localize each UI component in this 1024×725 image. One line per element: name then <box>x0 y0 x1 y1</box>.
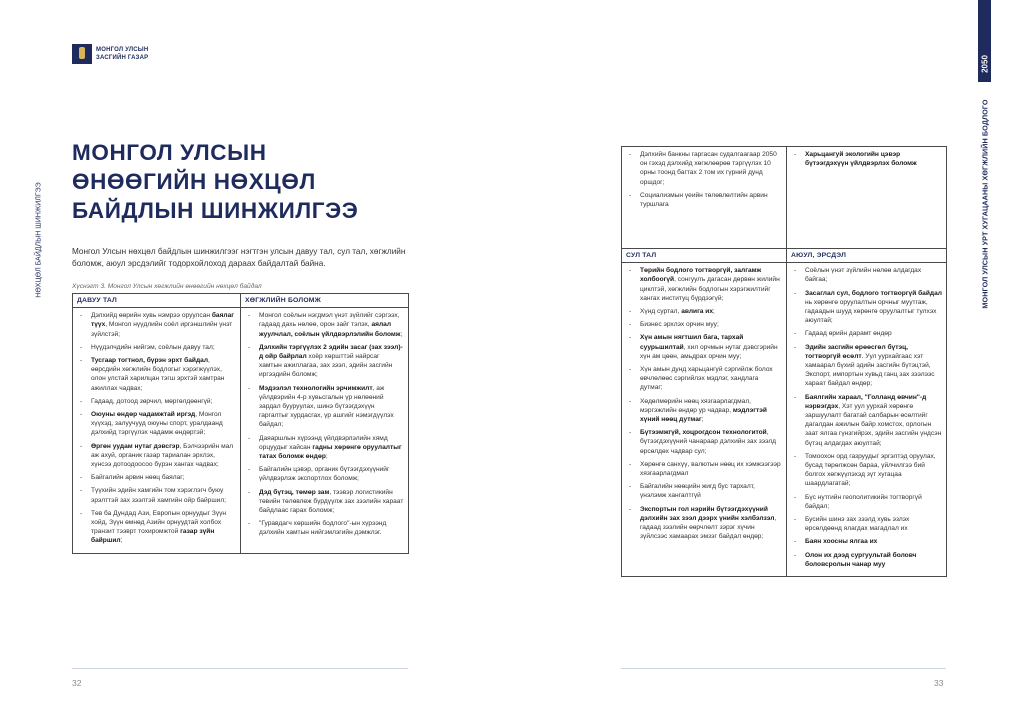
bullet-item <box>626 333 782 361</box>
bullet-text: , сонгуулъ дагасан дөрвөн жилийн циклтэй, хөгжлийн бодлогын хэрэгжилтийг хангах институц бүрдээгүй; <box>640 276 780 302</box>
bullet-text: Бизнес эрхлэх орчин муу; <box>640 321 719 329</box>
bullet-item <box>791 551 942 569</box>
opportunities-cell <box>241 308 409 553</box>
bullet-item <box>626 505 782 542</box>
bullet-item <box>245 384 404 430</box>
bullet-item <box>77 397 236 406</box>
bullet-text: Хөрөнгө санхүү, валютын нөөц их хэмжээгээр хязгаарлагдмал <box>640 460 781 478</box>
bullet-text: Монгол соёлын нэгдмэл үнэт зүйлийг сэргээх, гадаад дахь нөлөө, орон зайг тэлэх, <box>259 312 400 329</box>
band-title: МОНГОЛ УЛСЫН УРТ ХУГАЦААНЫ ХӨГЖЛИЙН БОДЛОГО <box>980 99 989 309</box>
soyombo-emblem-icon <box>72 44 92 64</box>
bullet-item <box>791 537 942 546</box>
bullet-bold-text: авлига их <box>681 308 714 316</box>
bullet-text: Гадаад өрийн дарамт өндөр <box>805 330 892 338</box>
logo-line1: МОНГОЛ УЛСЫН <box>96 47 149 53</box>
strengths-cell <box>73 308 241 553</box>
bullet-text: , хил орчмын нутаг дэвсгэрийн хүн ам цөөн, амьдрах орчин муу; <box>640 343 778 360</box>
footer-rule-right <box>621 668 946 669</box>
strengths-header: ДАВУУ ТАЛ <box>73 294 241 308</box>
bullet-text: Хөдөлмөрийн нөөц хязгаарлагдмал, мэргэжлийн өндөр ур чадвар, <box>640 397 751 414</box>
bullet-bold-text: Дэлхийн тэргүүлэх 2 эдийн засаг (зах зээл)-д ойр байрлал <box>259 343 403 361</box>
bullet-text: Бүс нутгийн геополитикийн тогтворгүй байдал; <box>805 493 922 510</box>
bullet-item <box>626 320 782 329</box>
weaknesses-cont-cell <box>622 147 787 249</box>
bullet-text: Бусийн шинэ зах зээлд хувь эзлэх өрсөлдөөнд ялагдах магадлал их <box>805 516 910 533</box>
opportunities-header: ХӨГЖЛИЙН БОЛОМЖ <box>241 294 409 308</box>
bullet-text: , Бэлчээрийн мал аж ахуй, органик газар тариалан эрхлэх, хүнсээ дотоодоосоо бүрэн хангах чадвах; <box>91 442 234 469</box>
bullet-item <box>245 519 404 537</box>
bullet-bold-text: Олон их дээд сургуультай боловч боловсролын чанар муу <box>805 551 917 568</box>
bullet-text: ; <box>400 330 403 338</box>
bullet-bold-text: Оюуны өндөр чадамжтай иргэд <box>91 411 196 419</box>
bullet-text: Томоохон орд газруудыг эргэлтэд оруулах, бусад төрөлжсөн бараа, үйлчилгээ бий болгох хөгжүүлэхэд зүт хугацаа шаардлагатай; <box>805 452 936 488</box>
bullet-item <box>791 393 942 448</box>
title-line: БАЙДЛЫН ШИНЖИЛГЭЭ <box>72 198 359 223</box>
bullet-text: , Монгол хүүхэд, залуучууд оюуны спорт, уралдаанд дэлхийд тэргүүлэх чадамж өндөртэй; <box>91 411 223 437</box>
bullet-text: Социализмын үеийн төлөвлөлтийн арвин туршлага <box>640 191 768 209</box>
bullet-item <box>791 329 942 338</box>
bullet-text: , гадаад зээлийн өөрчлөлт зэрэг хүчин зүйлсээс хамаарах эмзэг байдал өндөр; <box>640 514 777 541</box>
bullet-text: . Уул уурхайгаас хэт хамаарал бүхий эдийн засгийн бүтэцтэй, Экспорт, импортын хувьд ганц зах зээлээс хараат байдал өндөр; <box>805 352 935 388</box>
bullet-text: , Монгол нүүдлийн соёл иргэншлийн үнэт зүйлстэй; <box>91 321 233 338</box>
bullet-item <box>791 266 942 284</box>
government-logo <box>72 44 172 66</box>
bullet-bold-text: Мэдээлэл технологийн эрчимжилт <box>259 384 373 392</box>
bullet-text: "Гуравдагч хөршийн бодлого"-ын хүрээнд дэлхийн хамтын нийгэмлэгийн дэмжлэг. <box>259 520 387 537</box>
policy-band <box>978 82 991 327</box>
bullet-bold-text: аялал жуулчлал, соёлын үйлдвэрлэлийн боломж <box>259 321 401 338</box>
page-number-left: 32 <box>72 678 82 688</box>
bullet-item <box>791 150 942 168</box>
bullet-item <box>626 150 782 187</box>
weaknesses-header: СУЛ ТАЛ <box>622 249 787 263</box>
bullet-item <box>791 343 942 389</box>
bullet-item <box>626 266 782 303</box>
year-band <box>978 0 991 82</box>
weaknesses-cont-list <box>626 150 782 209</box>
bullet-item <box>626 397 782 425</box>
bullet-item <box>77 473 236 482</box>
threats-list <box>791 266 942 569</box>
bullet-bold-text: Бүтээмжгүй, хоцрогдсон технологитой <box>640 429 767 437</box>
bullet-item <box>791 289 942 326</box>
strengths-list <box>77 311 236 545</box>
bullet-item <box>626 482 782 500</box>
bullet-text: хоёр хөршттэй найрсаг хамтын ажиллагаа, зах зээл, эдийн засгийн иргээдийн боломж; <box>259 353 393 379</box>
bullet-text: Дэлхийд өөрийн хувь нэмрээ оруулсан <box>91 312 212 320</box>
bullet-item <box>626 460 782 478</box>
swot-table-left <box>72 293 409 554</box>
bullet-item <box>626 428 782 456</box>
page-title <box>72 138 432 225</box>
bullet-item <box>77 356 236 393</box>
bullet-item <box>77 343 236 352</box>
bullet-bold-text: Тусгаар тогтнол, бүрэн эрхт байдал <box>91 357 209 365</box>
bullet-item <box>626 365 782 393</box>
bullet-text: Байгалийн цэвэр, органик бүтээгдэхүүнийг үйлдвэрлэж экспортлох боломж; <box>259 466 390 483</box>
bullet-item <box>77 410 236 438</box>
bullet-text: нь хөрөнгө оруулалтын орчныг муутгаж, гадаадын шууд хөрөнгө оруулалтыг тулхэх аюултай; <box>805 298 937 325</box>
bullet-bold-text: Төрийн бодлого тогтворгүй, залгамж холбоогүй <box>640 267 762 284</box>
threats-cont-list <box>791 150 942 168</box>
swot-table-right <box>621 248 947 577</box>
bullet-item <box>245 343 404 380</box>
bullet-bold-text: Экспортын гол нэрийн бүтээгдэхүүний дэлхийн зах зээл дээрх үнийн хэлбэлзэл <box>640 505 775 522</box>
opportunities-list <box>245 311 404 537</box>
section-vertical-label <box>33 170 45 310</box>
bullet-bold-text: газар зүйн байршил <box>91 528 215 545</box>
bullet-text: Даяаршлын хүрээнд үйлдвэрлэлийн хямд орцуудыг хайсан <box>259 434 388 451</box>
threats-header: АЮУЛ, ЭРСДЭЛ <box>787 249 947 263</box>
bullet-text: Нүүдэлчдийн нийгэм, соёлын давуу тал; <box>91 343 215 351</box>
bullet-text: Байгалийн арвин нөөц баялаг; <box>91 474 185 482</box>
bullet-bold-text: Эдийн засгийн өрөөсгөл бүтэц, тогтворгүй өсөлт <box>805 343 908 360</box>
section-vertical-text: НӨХЦӨЛ БАЙДЛЫН ШИНЖИЛГЭЭ <box>35 182 43 298</box>
bullet-text: Төв ба Дундад Ази, Европын орнуудыг Зүүн хойд, Зүүн өмнөд Азийн орнуудтай холбох транзит тээврт тохиромжтой <box>91 509 227 536</box>
bullet-item <box>245 488 404 516</box>
bullet-text: Гадаад, дотоод зөрчил, мөргөлдөөнгүй; <box>91 397 213 405</box>
bullet-text: , аж үйлдвэрийн 4-р хувьсгалын үр нөлөөний зардал бууруулах, шинэ бүтээгдэхүүн гаргалтыг хурдасгах, үр ашгийг нэмэгдүүлэх байдал; <box>259 384 394 429</box>
bullet-bold-text: Өргөн уудам нутаг дэвсгэр <box>91 442 180 450</box>
bullet-text: Соёлын үнэт зүйлийн нөлөө алдагдах байгаа; <box>805 267 922 284</box>
bullet-text: Дэлхийн банкны гаргасан судалгаагаар 2050 он гэхэд дэлхийд хөгжлөөрөө тэргүүлэх 10 орны тоонд багтах 2 том их гүрний дунд оршдог; <box>640 151 777 186</box>
bullet-item <box>245 434 404 462</box>
bullet-item <box>626 307 782 316</box>
bullet-item <box>245 311 404 339</box>
bullet-text: , бүтээгдэхүүний чанараар дэлхийн зах зээлд өрсөлдөх чадвар сул; <box>640 429 777 455</box>
bullet-bold-text: Дэд бүтэц, төмөр зам <box>259 488 330 496</box>
bullet-item <box>791 515 942 533</box>
swot-table-right-continued <box>621 146 947 249</box>
bullet-item <box>77 311 236 339</box>
bullet-text: , тээвэр логистикийн төвийн төлөвлөж бүрдүүлж зах зээлийн хараат байдлаас гарах боломж; <box>259 488 404 515</box>
bullet-bold-text: Засаглал сул, бодлого тогтворгүй байдал <box>805 289 942 297</box>
bullet-text: Хүнд суртал, <box>640 308 682 316</box>
band-year: 2050 <box>980 55 989 73</box>
page-number-right: 33 <box>934 678 944 688</box>
weaknesses-list <box>626 266 782 541</box>
bullet-text: ; <box>120 537 123 545</box>
bullet-bold-text: гадны хөрөнгө оруулалтыг татах боломж өндөр <box>259 443 402 461</box>
bullet-text: Хүн амын дунд харьцангуй сэргийлж болох өвчлөлөөс сэргийлэх мэдлэг, хандлага дутмаг; <box>640 366 773 392</box>
bullet-bold-text: Хүн амын нягтшил бага, тархай суурьшилтай <box>640 334 744 351</box>
table-caption: Хүснэгт 3. Монгол Улсын хөгжлийн өнөөгийн нөхцөл байдал <box>72 283 262 290</box>
bullet-item <box>77 442 236 470</box>
bullet-text: ; <box>713 308 715 316</box>
intro-paragraph: Монгол Улсын нөхцөл байдлын шинжилгээг нэгтгэн улсын давуу тал, сул тал, хөгжлийн боломж, аюул эрсдэлийг тодорхойлоход дараах байдалтай байна. <box>72 247 406 268</box>
bullet-bold-text: Баян хоосны ялгаа их <box>805 538 878 546</box>
footer-rule-left <box>72 668 408 669</box>
bullet-item <box>791 493 942 511</box>
title-line: МОНГОЛ УЛСЫН <box>72 140 267 165</box>
weaknesses-cell <box>622 263 787 577</box>
bullet-text: ; <box>701 416 704 424</box>
bullet-text: , өөрсдийн хөгжлийн бодлогыг хэрэгжүүлэх, олон улстай харилцан тэгш эрхтэй хамтран ажиллах чадвах; <box>91 357 225 392</box>
bullet-item <box>77 509 236 546</box>
bullet-text: , Хэт уул уурхай хөрөнгө заршуулалт багатай салбарын өсөлтийг дагалдан ажилын байр хомстох, орлогын заат ялгаа гүнзгийрэх, эдийн засгийн үндсэн бүтэц алдагдах аюултай; <box>805 402 942 447</box>
bullet-text: Байгалийн нөөцийн жигд бус тархалт, үнэлэмж хангалтгүй <box>640 483 755 500</box>
bullet-item <box>791 452 942 489</box>
bullet-item <box>77 486 236 504</box>
bullet-item <box>245 465 404 483</box>
bullet-item <box>626 191 782 209</box>
bullet-text: Түүхийн эдийн хамгийн том хэрэглэгч буюу эрэлттэй зах зээлтэй хамгийн ойр байршил; <box>91 487 227 504</box>
title-line: ӨНӨӨГИЙН НӨХЦӨЛ <box>72 169 316 194</box>
threats-cont-cell <box>787 147 947 249</box>
bullet-bold-text: баялаг түүх <box>91 312 235 329</box>
bullet-text: ; <box>325 453 328 461</box>
logo-line2: ЗАСГИЙН ГАЗАР <box>96 55 149 61</box>
bullet-bold-text: мэдлэгтэй хүний нөөц дутмаг <box>640 406 767 424</box>
bullet-bold-text: Харьцангуй экологийн цэвэр бүтээгдэхүүн үйлдвэрлэх боломж <box>805 151 917 168</box>
threats-cell <box>787 263 947 577</box>
bullet-bold-text: Баялгийн хараал, "Голланд өвчин"-д нэрвэгдэх <box>805 393 927 410</box>
